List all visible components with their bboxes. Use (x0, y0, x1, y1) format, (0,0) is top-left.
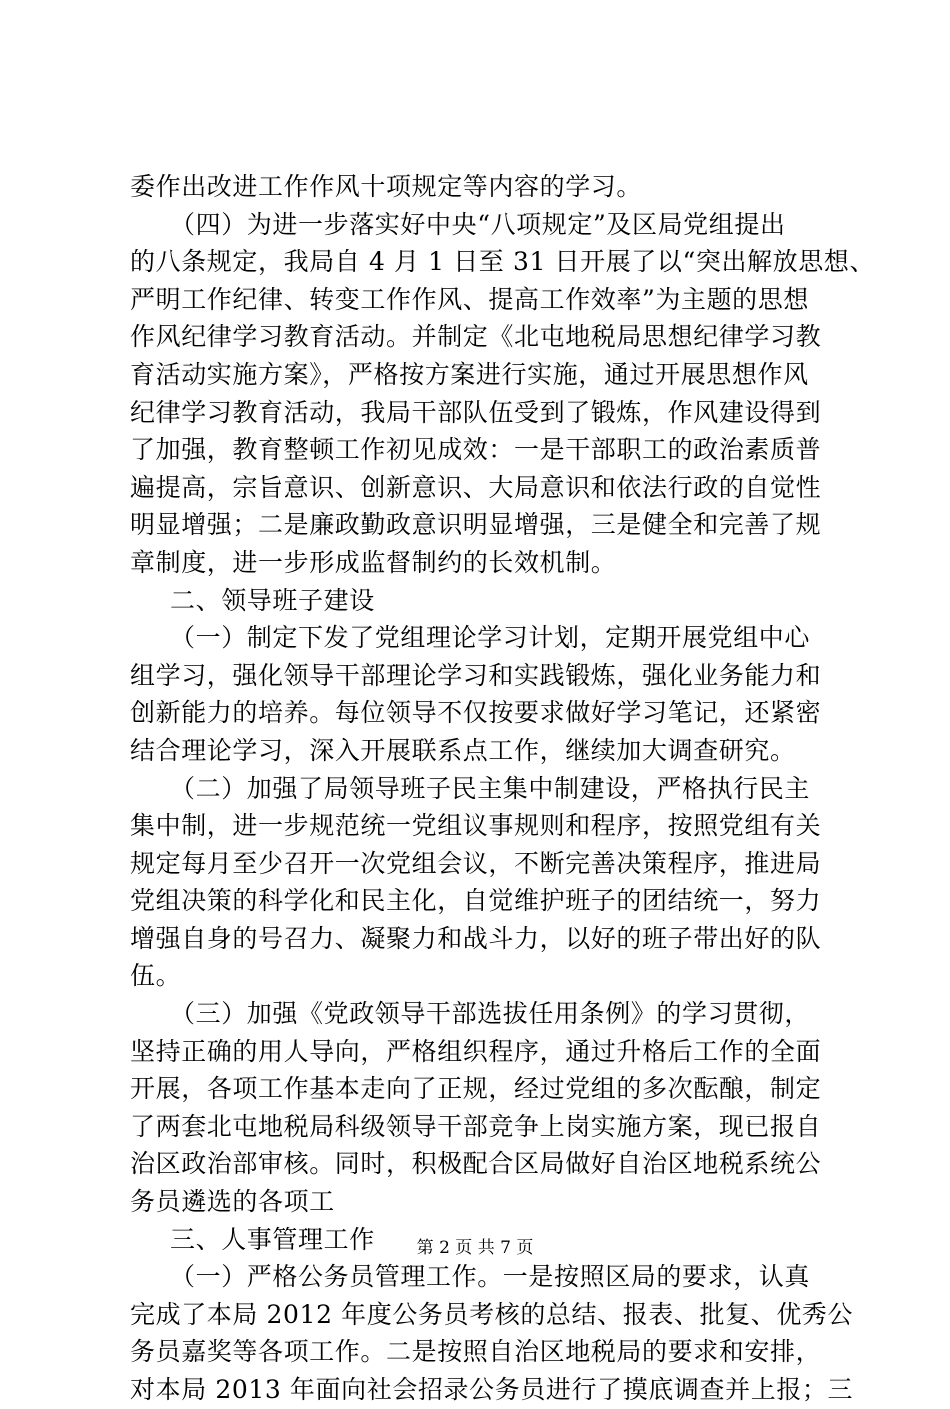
paragraph-line: 育活动实施方案》，严格按方案进行实施，通过开展思想作风 (130, 359, 809, 389)
paragraph-line: 了加强，教育整顿工作初见成效：一是干部职工的政治素质普 (130, 435, 822, 465)
paragraph-line: （三）加强《党政领导干部选拔任用条例》的学习贯彻， (170, 999, 811, 1029)
paragraph-line: 委作出改进工作作风十项规定等内容的学习。 (130, 172, 643, 201)
paragraph-line: 遍提高，宗旨意识、创新意识、大局意识和依法行政的自觉性 (130, 472, 822, 502)
paragraph-line: 务员遴选的各项工 (130, 1187, 335, 1217)
paragraph-line: 坚持正确的用人导向，严格组织程序，通过升格后工作的全面 (130, 1036, 822, 1066)
paragraph-line: 完成了本局 2012 年度公务员考核的总结、报表、批复、优秀公 (130, 1299, 854, 1329)
paragraph-line: 组学习，强化领导干部理论学习和实践锻炼，强化业务能力和 (130, 660, 822, 690)
paragraph-line: （四）为进一步落实好中央“八项规定”及区局党组提出 (170, 209, 786, 239)
paragraph-line: 开展，各项工作基本走向了正规，经过党组的多次酝酿，制定 (130, 1074, 822, 1104)
paragraph-line: 对本局 2013 年面向社会招录公务员进行了摸底调查并上报；三 (130, 1375, 854, 1404)
paragraph-line: 作风纪律学习教育活动。并制定《北屯地税局思想纪律学习教 (130, 322, 822, 352)
paragraph-line: 纪律学习教育活动，我局干部队伍受到了锻炼，作风建设得到 (130, 397, 822, 427)
page-number-footer: 第 2 页 共 7 页 (416, 1238, 534, 1258)
paragraph-line: 明显增强；二是廉政勤政意识明显增强，三是健全和完善了规 (130, 510, 822, 540)
paragraph-line: 结合理论学习，深入开展联系点工作，继续加大调查研究。 (130, 735, 796, 765)
paragraph-line: 严明工作纪律、转变工作作风、提高工作效率”为主题的思想 (130, 284, 809, 314)
paragraph-line: 治区政治部审核。同时，积极配合区局做好自治区地税系统公 (130, 1149, 822, 1179)
paragraph-line: 务员嘉奖等各项工作。二是按照自治区地税局的要求和安排， (130, 1337, 822, 1367)
paragraph-line: 的八条规定，我局自 4 月 1 日至 31 日开展了以“突出解放思想、 (130, 247, 876, 277)
paragraph-line: 创新能力的培养。每位领导不仅按要求做好学习笔记，还紧密 (130, 698, 822, 728)
paragraph-line: 增强自身的号召力、凝聚力和战斗力，以好的班子带出好的队 (130, 923, 822, 953)
paragraph-line: （一）严格公务员管理工作。一是按照区局的要求，认真 (170, 1262, 811, 1292)
paragraph-line: （一）制定下发了党组理论学习计划，定期开展党组中心 (170, 623, 811, 653)
document-body (130, 168, 876, 1409)
paragraph-line: 集中制，进一步规范统一党组议事规则和程序，按照党组有关 (130, 811, 822, 841)
paragraph-line: 章制度，进一步形成监督制约的长效机制。 (130, 547, 617, 577)
paragraph-line: 伍。 (130, 961, 182, 991)
paragraph-line: （二）加强了局领导班子民主集中制建设，严格执行民主 (170, 773, 811, 803)
paragraph-line: 规定每月至少召开一次党组会议，不断完善决策程序，推进局 (130, 848, 822, 878)
section-heading: 二、领导班子建设 (170, 585, 375, 615)
paragraph-line: 了两套北屯地税局科级领导干部竞争上岗实施方案，现已报自 (130, 1111, 822, 1141)
paragraph-line: 党组决策的科学化和民主化，自觉维护班子的团结统一，努力 (130, 886, 822, 916)
section-heading: 三、人事管理工作 (170, 1224, 375, 1254)
